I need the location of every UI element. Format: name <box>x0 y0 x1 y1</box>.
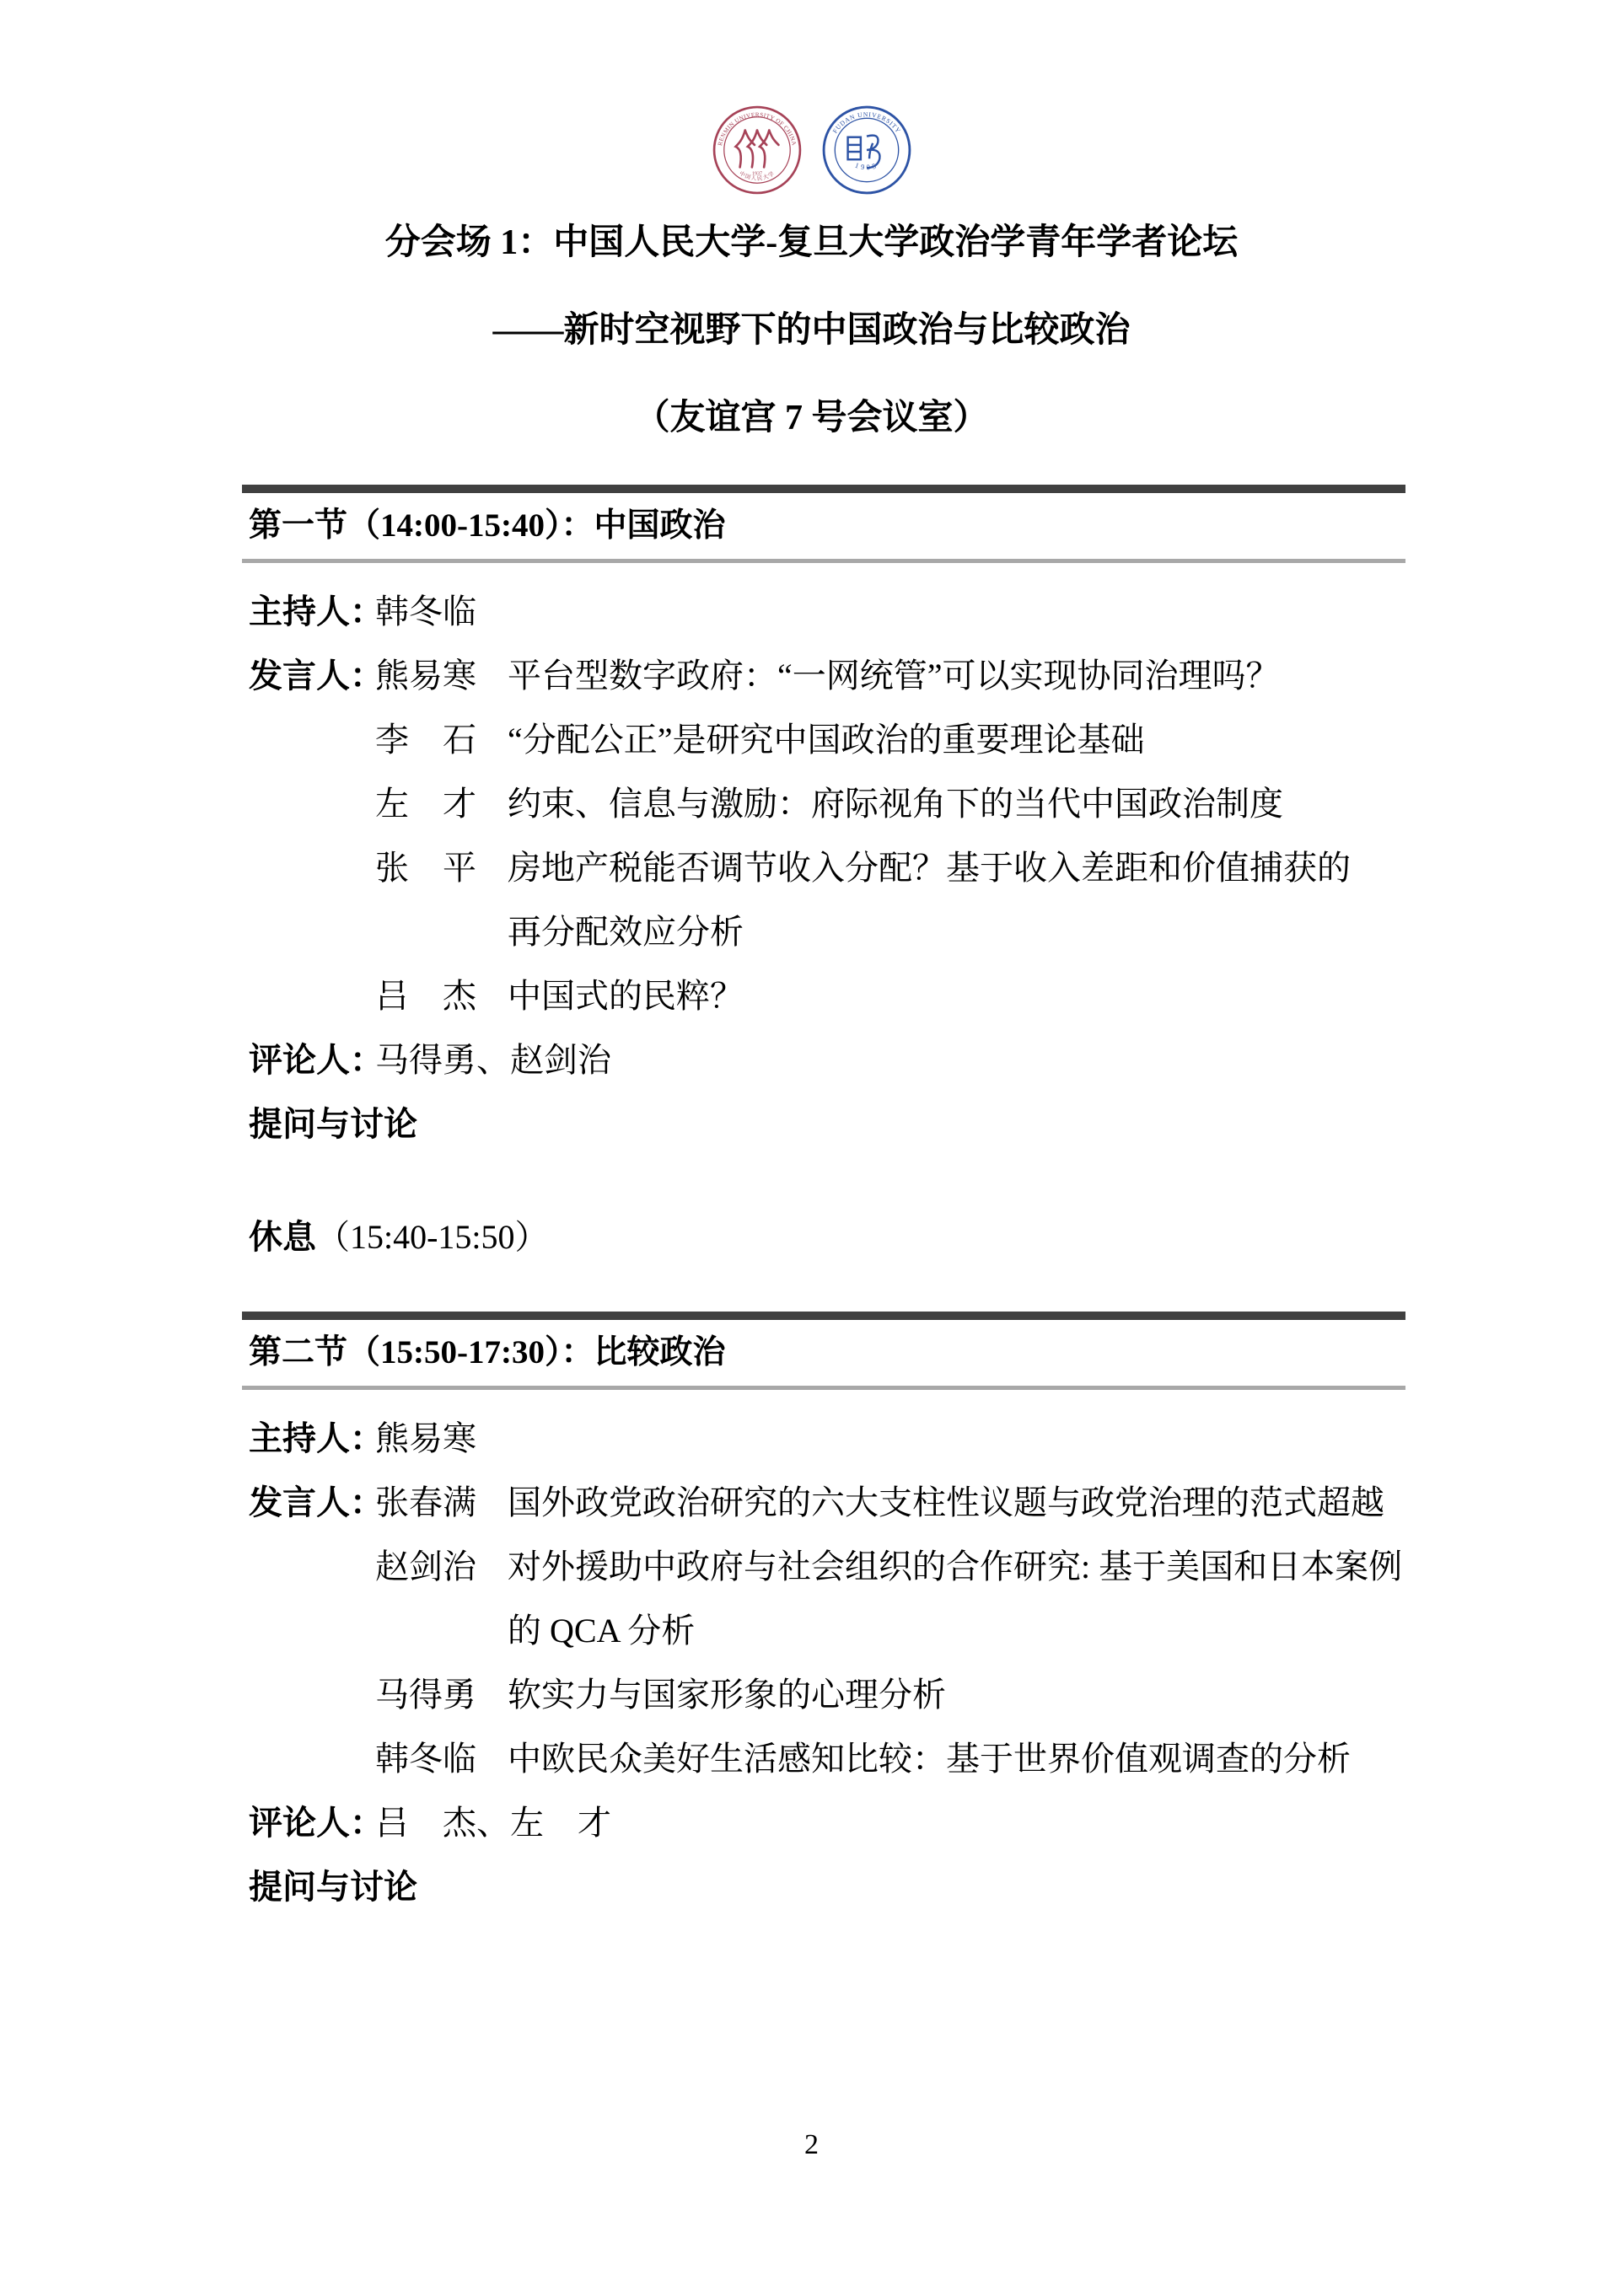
session-1 <box>242 485 1405 1156</box>
speakers-label: 发言人： <box>249 1483 384 1521</box>
paper-title-continuation-row <box>249 1599 1405 1663</box>
speaker-name: 马得勇 <box>375 1676 476 1714</box>
fudan-ring-text: FUDAN UNIVERSITY <box>830 110 902 135</box>
paper-title: 房地产税能否调节收入分配？基于收入差距和价值捕获的 <box>508 849 1351 887</box>
paper-title-continuation: 的 QCA 分析 <box>508 1612 696 1650</box>
paper-title: 约束、信息与激励：府际视角下的当代中国政治制度 <box>508 785 1283 823</box>
paper-title: 软实力与国家形象的心理分析 <box>508 1676 946 1714</box>
speaker-row <box>249 772 1405 836</box>
speaker-row <box>249 708 1405 772</box>
break-time: （15:40-15:50） <box>316 1218 549 1256</box>
paper-title: 中国式的民粹？ <box>508 977 744 1015</box>
section-divider-thick <box>242 1312 1405 1320</box>
discussants-label: 评论人： <box>249 1804 384 1842</box>
moderator-row <box>249 580 1405 644</box>
conference-title: 分会场 1：中国人民大学-复旦大学政治学青年学者论坛 <box>384 223 1239 262</box>
moderator-name: 熊易寒 <box>375 1419 476 1457</box>
speaker-name: 张春满 <box>375 1483 476 1521</box>
speaker-row <box>249 964 1405 1028</box>
speaker-name: 韩冬临 <box>375 1740 476 1778</box>
paper-title: 对外援助中政府与社会组织的合作研究: 基于美国和日本案例 <box>508 1548 1403 1585</box>
speaker-row <box>249 1727 1405 1791</box>
speaker-row <box>249 1663 1405 1727</box>
session-2-header: 第二节（15:50-17:30）：比较政治 <box>249 1334 726 1371</box>
speaker-name: 左 才 <box>375 785 476 823</box>
speaker-name: 吕 杰 <box>375 977 476 1015</box>
program-content <box>242 485 1405 1919</box>
speaker-name: 李 石 <box>375 721 476 759</box>
session-2 <box>242 1312 1405 1919</box>
paper-title: 国外政党政治研究的六大支柱性议题与政党治理的范式超越 <box>508 1483 1384 1521</box>
fudan-year: 1905 <box>853 160 879 172</box>
speaker-row <box>249 1535 1405 1599</box>
speakers-label: 发言人： <box>249 657 384 695</box>
moderator-name: 韩冬临 <box>375 593 476 630</box>
speaker-row <box>249 644 1405 708</box>
page-number: 2 <box>804 2129 819 2160</box>
qa-label: 提问与讨论 <box>249 1868 417 1906</box>
discussant-names: 吕 杰、左 才 <box>375 1804 611 1842</box>
speaker-name: 张 平 <box>375 849 476 887</box>
title-block <box>0 199 1623 462</box>
qa-row <box>249 1855 1405 1919</box>
discussant-row <box>249 1791 1405 1855</box>
discussant-row <box>249 1028 1405 1092</box>
speaker-name: 赵剑治 <box>375 1548 476 1585</box>
venue: （友谊宫 7 号会议室） <box>634 399 989 437</box>
qa-row <box>249 1092 1405 1156</box>
ruc-ring-text: RENMIN UNIVERSITY OF CHINA <box>716 111 798 147</box>
qa-label: 提问与讨论 <box>249 1105 417 1143</box>
speaker-name: 熊易寒 <box>375 657 476 695</box>
moderator-row <box>249 1407 1405 1471</box>
conference-subtitle: ——新时空视野下的中国政治与比较政治 <box>492 311 1131 350</box>
session-1-header: 第一节（14:00-15:40）：中国政治 <box>249 507 726 544</box>
ruc-bottom-text: 中国人民大学 <box>737 170 777 182</box>
moderator-label: 主持人： <box>249 593 384 630</box>
paper-title-continuation-row <box>249 900 1405 964</box>
ruc-year: 1937 <box>751 171 762 177</box>
moderator-label: 主持人： <box>249 1419 384 1457</box>
discussants-label: 评论人： <box>249 1041 384 1079</box>
speaker-row <box>249 1471 1405 1535</box>
discussant-names: 马得勇、赵剑治 <box>375 1041 611 1079</box>
break-label: 休息 <box>249 1218 316 1256</box>
section-divider-thick <box>242 485 1405 493</box>
paper-title: “分配公正”是研究中国政治的重要理论基础 <box>508 721 1145 759</box>
renmin-university-seal-icon <box>712 105 803 196</box>
paper-title: 平台型数字政府：“一网统管”可以实现协同治理吗？ <box>508 657 1280 695</box>
break-row <box>242 1205 1405 1269</box>
paper-title-continuation: 再分配效应分析 <box>508 913 744 951</box>
university-logos <box>0 105 1623 196</box>
fudan-university-seal-icon <box>821 105 912 196</box>
speaker-row <box>249 836 1405 900</box>
paper-title: 中欧民众美好生活感知比较：基于世界价值观调查的分析 <box>508 1740 1351 1778</box>
